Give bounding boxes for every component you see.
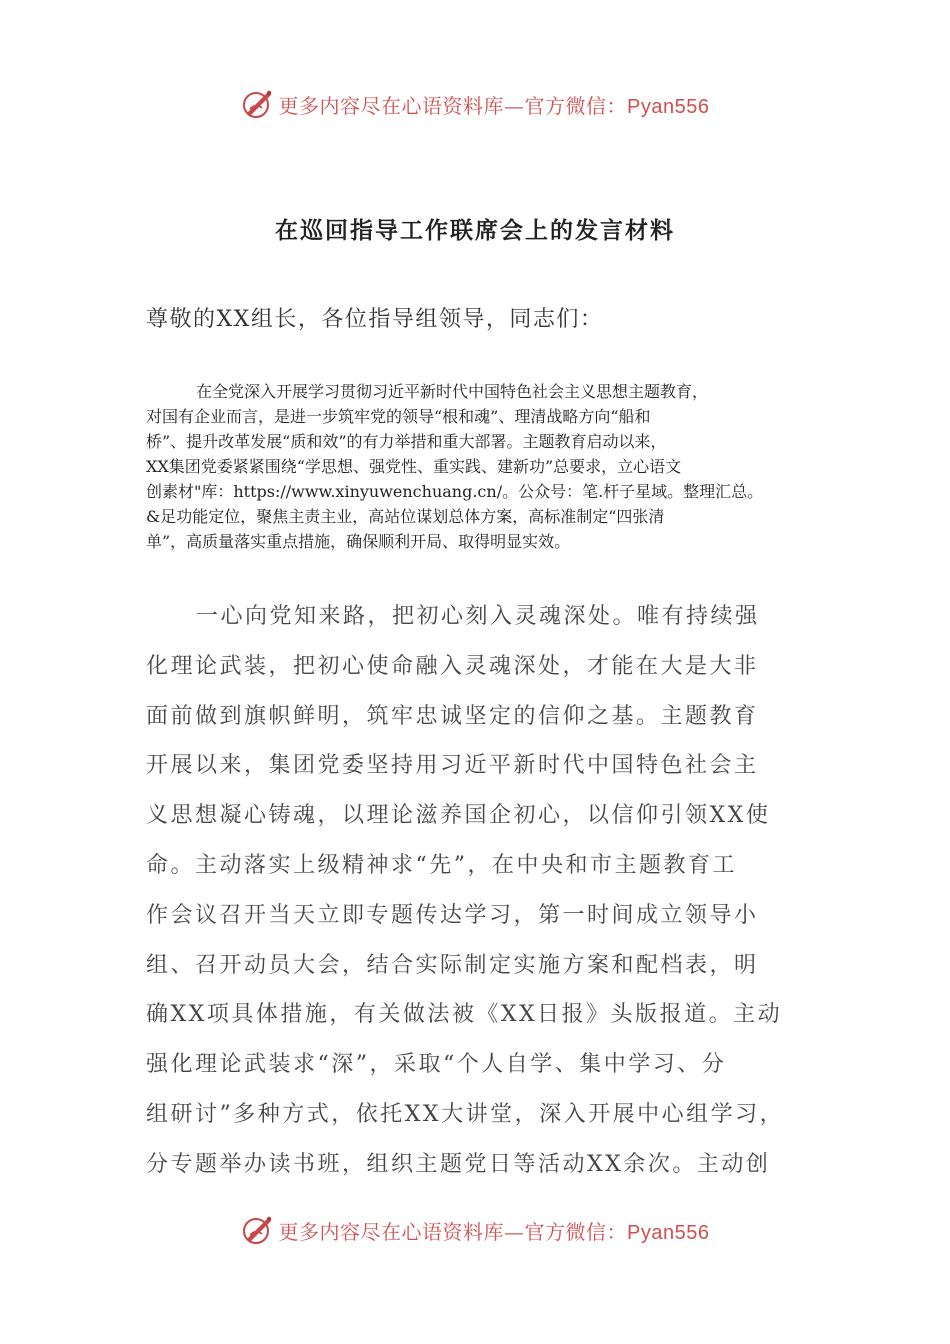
abstract-paragraph: [146, 379, 836, 554]
body-line: 分专题举办读书班，组织主题党日等活动XX余次。主动创: [146, 1151, 771, 1177]
body-line: 义思想凝心铸魂，以理论滋养国企初心，以信仰引领XX使: [146, 803, 771, 829]
body-line: 组研讨”多种方式，依托XX大讲堂，深入开展中心组学习，: [146, 1101, 785, 1127]
body-paragraph: [146, 592, 836, 1190]
abstract-line: 对国有企业而言，是进一步筑牢党的领导“根和魂”、理清战略方向“船和: [146, 407, 651, 426]
abstract-line: 在全党深入开展学习贯彻习近平新时代中国特色社会主义思想主题教育，: [196, 382, 709, 401]
pen-logo-icon: [241, 87, 275, 121]
abstract-line: 桥”、提升改革发展“质和效”的有力举措和重大部署。主题教育启动以来，: [146, 432, 667, 451]
body-line: 确XX项具体措施，有关做法被《XX日报》头版报道。主动: [146, 1002, 783, 1028]
body-line: 一心向党知来路，把初心刻入灵魂深处。唯有持续强: [196, 604, 760, 629]
document-title: 在巡回指导工作联席会上的发言材料: [275, 217, 675, 244]
watermark-banner-top: [0, 84, 950, 124]
watermark-text: 更多内容尽在心语资料库—官方微信：Pyan556: [278, 1219, 710, 1244]
abstract-line: XX集团党委紧紧围绕“学思想、强党性、重实践、建新功”总要求，立心语文: [146, 457, 682, 476]
abstract-line: 单”，高质量落实重点措施，确保顺利开局、取得明显实效。: [146, 532, 571, 551]
salutation: 尊敬的XX组长，各位指导组领导，同志们：: [146, 307, 604, 332]
watermark-text: 更多内容尽在心语资料库—官方微信：Pyan556: [278, 93, 710, 118]
watermark-banner-bottom: [0, 1210, 950, 1250]
body-line: 强化理论武装求“深”，采取“个人自学、集中学习、分: [146, 1052, 727, 1078]
pen-logo-icon: [241, 1213, 275, 1247]
abstract-line: 创素材"库：https://www.xinyuwenchuang.cn/。公众号：笔.杆子星域。整理汇总。: [146, 482, 764, 501]
body-line: 命。主动落实上级精神求“先”，在中央和市主题教育工: [146, 852, 737, 878]
body-line: 面前做到旗帜鲜明，筑牢忠诚坚定的信仰之基。主题教育: [146, 703, 759, 729]
body-line: 组、召开动员大会，结合实际制定实施方案和配档表，明: [146, 952, 759, 978]
body-line: 开展以来，集团党委坚持用习近平新时代中国特色社会主: [146, 753, 759, 779]
body-line: 作会议召开当天立即专题传达学习，第一时间成立领导小: [146, 902, 759, 928]
abstract-line: &足功能定位，聚焦主责主业，高站位谋划总体方案，高标准制定“四张清: [146, 507, 665, 526]
body-line: 化理论武装，把初心使命融入灵魂深处，才能在大是大非: [146, 653, 759, 679]
